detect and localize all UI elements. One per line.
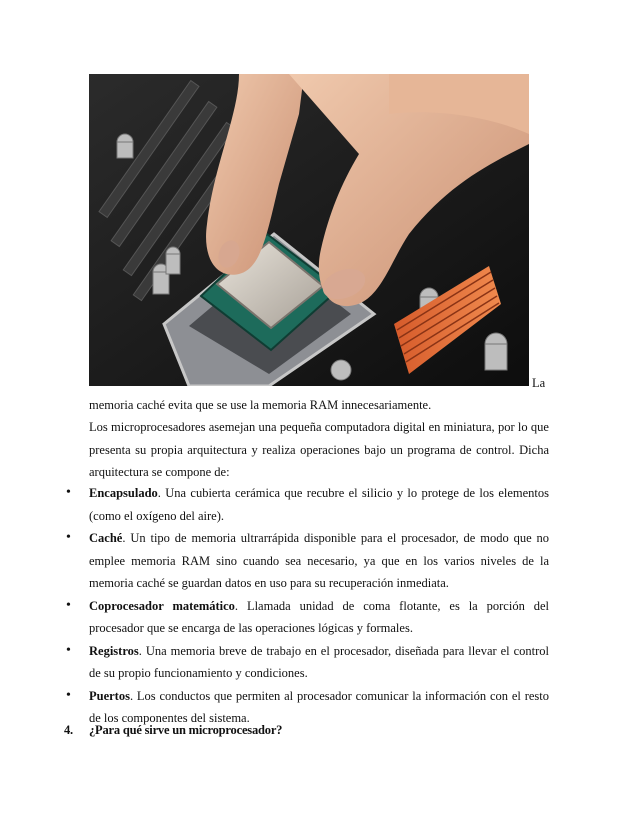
section-number: 4.	[64, 723, 73, 737]
list-item	[66, 527, 549, 595]
list-item-text: . Llamada unidad de coma flotante, es la porción del procesador que se encarga de las operaciones lógicas y formales.	[89, 598, 549, 635]
section-title: ¿Para qué sirve un microprocesador?	[89, 723, 283, 737]
list-item-text: . Una cubierta cerámica que recubre el silicio y lo protege de los elementos (como el oxígeno del aire).	[89, 486, 549, 523]
bullet-icon: •	[66, 597, 71, 613]
list-item-term: Puertos	[89, 688, 130, 703]
caption-la: La	[532, 376, 546, 390]
bullet-icon: •	[66, 687, 71, 703]
bullet-icon: •	[66, 485, 71, 500]
list-item-term: Registros	[89, 643, 139, 658]
section-heading	[64, 719, 282, 741]
list-item-term: Encapsulado	[89, 486, 158, 500]
list-item-text: . Un tipo de memoria ultrarrápida disponible para el procesador, de modo que no emplee memoria RAM sino cuando sea necesario, ya que en los varios niveles de la memoria caché se guardan datos en uso para su recuperación inmediata.	[89, 531, 549, 590]
bullet-icon: •	[66, 642, 71, 658]
list-item-term: Caché	[89, 531, 123, 545]
list-item-text: . Los conductos que permiten al procesador comunicar la información con el resto de los componentes del sistema.	[89, 688, 549, 725]
list-item	[66, 640, 549, 685]
list-item-text: . Una memoria breve de trabajo en el procesador, diseñada para llevar el control de su propio funcionamiento y condiciones.	[89, 643, 549, 680]
bullet-icon: •	[66, 530, 71, 545]
architecture-list	[66, 482, 549, 730]
caption-continuation: memoria caché evita que se use la memoria RAM innecesariamente.	[89, 398, 432, 412]
intro-paragraph: Los microprocesadores asemejan una pequeña computadora digital en miniatura, por lo que presenta su propia arquitectura y realiza operaciones bajo un programa de control. Dicha arquitectura se compone de:	[89, 420, 549, 479]
list-item-term: Coprocesador matemático	[89, 598, 235, 613]
list-item	[66, 595, 549, 640]
cpu-install-photo	[89, 74, 529, 386]
list-item	[66, 482, 549, 527]
